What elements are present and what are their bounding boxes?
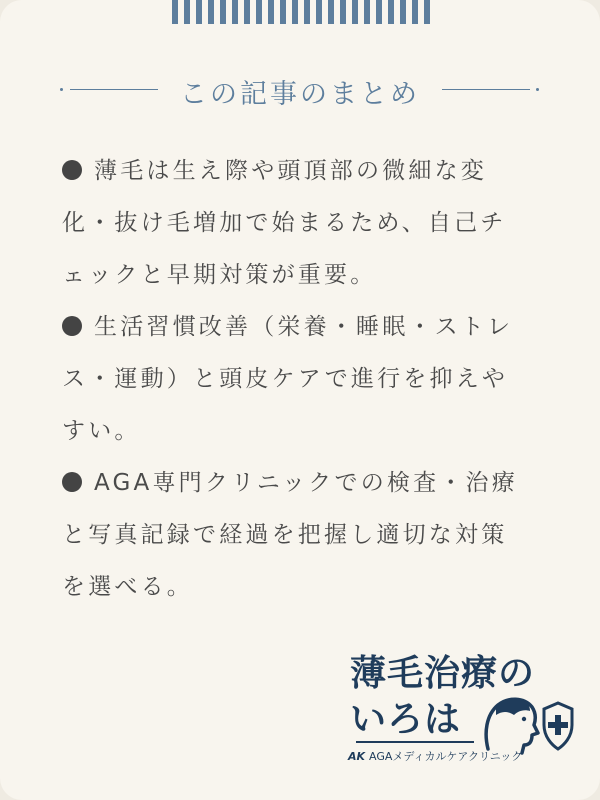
clinic-mark-icon: AK [348,750,366,763]
bullet-dot-icon [62,160,82,180]
clinic-name-text: AGAメディカルケアクリニック [369,750,523,763]
logo-title-line2: いろは [350,699,462,740]
summary-item-line: 化・抜け毛増加で始まるため、自己チ [62,210,507,236]
summary-body [62,145,546,613]
summary-header [54,68,546,112]
summary-item [62,457,546,613]
stripe-decoration [172,0,436,24]
dot-right-icon [536,88,539,91]
clinic-name [348,748,522,764]
bullet-dot-icon [62,472,82,492]
summary-item-line: を選べる。 [62,574,193,600]
summary-item-line: すい。 [62,418,141,444]
summary-item-line: ス・運動）と頭皮ケアで進行を抑えや [62,366,509,392]
divider-right [442,89,530,90]
summary-item-line: AGA専門クリニックでの検査・治療 [94,470,518,496]
dot-left-icon [60,88,63,91]
divider-left [70,89,158,90]
brand-logo [348,645,584,775]
shield-cross-icon [544,703,572,749]
summary-item [62,301,546,457]
bullet-dot-icon [62,316,82,336]
summary-item-line: と写真記録で経過を把握し適切な対策 [62,522,508,548]
logo-underline [356,741,474,743]
summary-title: この記事のまとめ [180,79,420,110]
logo-title-line1: 薄毛治療の [350,653,536,694]
head-profile-icon [478,689,574,757]
summary-item-line: 薄毛は生え際や頭頂部の微細な変 [94,158,487,184]
summary-item-line: ェックと早期対策が重要。 [62,262,377,288]
summary-item [62,145,546,301]
summary-item-line: 生活習慣改善（栄養・睡眠・ストレ [94,314,514,340]
